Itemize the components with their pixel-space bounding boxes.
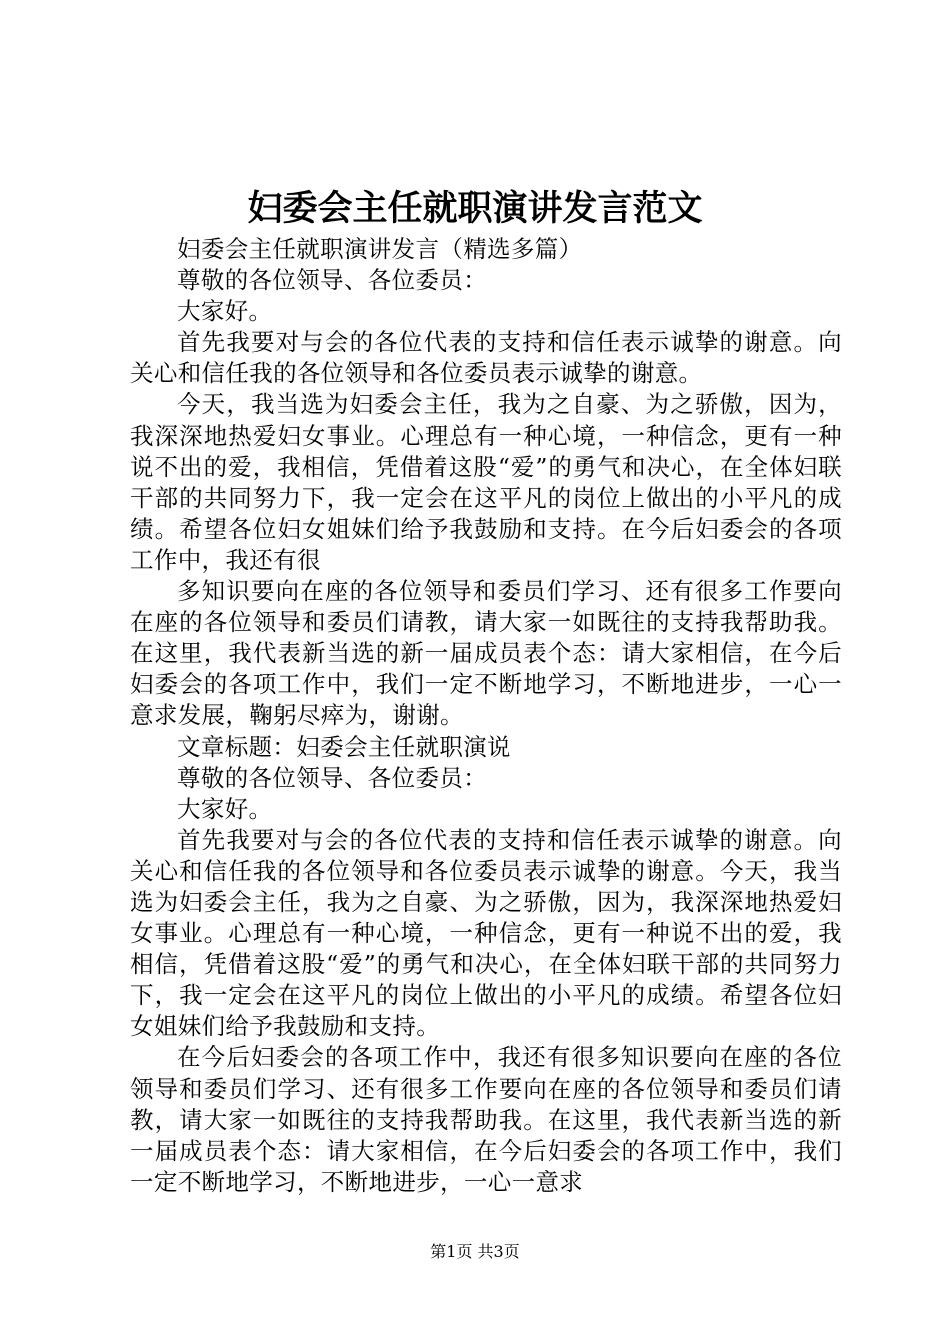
paragraph-greeting-2: 大家好。 [177, 794, 273, 823]
paragraph-today: 今天，我当选为妇委会主任，我为之自豪、为之骄傲，因为，我深深地热爱妇女事业。心理总有一种心境，一种信念，更有一种说不出的爱，我相信，凭借着这股“爱”的勇气和决心，在全体妇联干部的共同努力下，我一定会在这平凡的岗位上做出的小平凡的成绩。希望各位妇女姐妹们给予我鼓励和支持。在今后妇委会的各项工作中，我还有很 [130, 390, 842, 574]
paragraph-article-title: 文章标题：妇委会主任就职演说 [177, 732, 511, 761]
paragraph-learning: 多知识要向在座的各位领导和委员们学习、还有很多工作要向在座的各位领导和委员们请教，请大家一如既往的支持我帮助我。在这里，我代表新当选的新一届成员表个态：请大家相信，在今后妇委会的各项工作中，我们一定不断地学习，不断地进步，一心一意求发展，鞠躬尽瘁为，谢谢。 [130, 577, 842, 730]
paragraph-thanks-2: 首先我要对与会的各位代表的支持和信任表示诚挚的谢意。向关心和信任我的各位领导和各位委员表示诚挚的谢意。今天，我当选为妇委会主任，我为之自豪、为之骄傲，因为，我深深地热爱妇女事业。心理总有一种心境，一种信念，更有一种说不出的爱，我相信，凭借着这股“爱”的勇气和决心，在全体妇联干部的共同努力下，我一定会在这平凡的岗位上做出的小平凡的成绩。希望各位妇女姐妹们给予我鼓励和支持。 [130, 825, 842, 1041]
paragraph-subtitle: 妇委会主任就职演讲发言（精选多篇） [177, 235, 583, 263]
page-number-footer: 第1页 共3页 [430, 1242, 520, 1261]
paragraph-thanks: 首先我要对与会的各位代表的支持和信任表示诚挚的谢意。向关心和信任我的各位领导和各位委员表示诚挚的谢意。 [130, 328, 842, 388]
paragraph-salutation-2: 尊敬的各位领导、各位委员： [177, 763, 488, 792]
paragraph-greeting: 大家好。 [177, 297, 273, 326]
paragraph-salutation: 尊敬的各位领导、各位委员： [177, 266, 488, 295]
document-body [130, 234, 842, 1198]
paragraph-future-work: 在今后妇委会的各项工作中，我还有很多知识要向在座的各位领导和委员们学习、还有很多工作要向在座的各位领导和委员们请教，请大家一如既往的支持我帮助我。在这里，我代表新当选的新一届成员表个态：请大家相信，在今后妇委会的各项工作中，我们一定不断地学习，不断地进步，一心一意求 [130, 1043, 842, 1196]
document-title: 妇委会主任就职演讲发言范文 [247, 188, 703, 229]
